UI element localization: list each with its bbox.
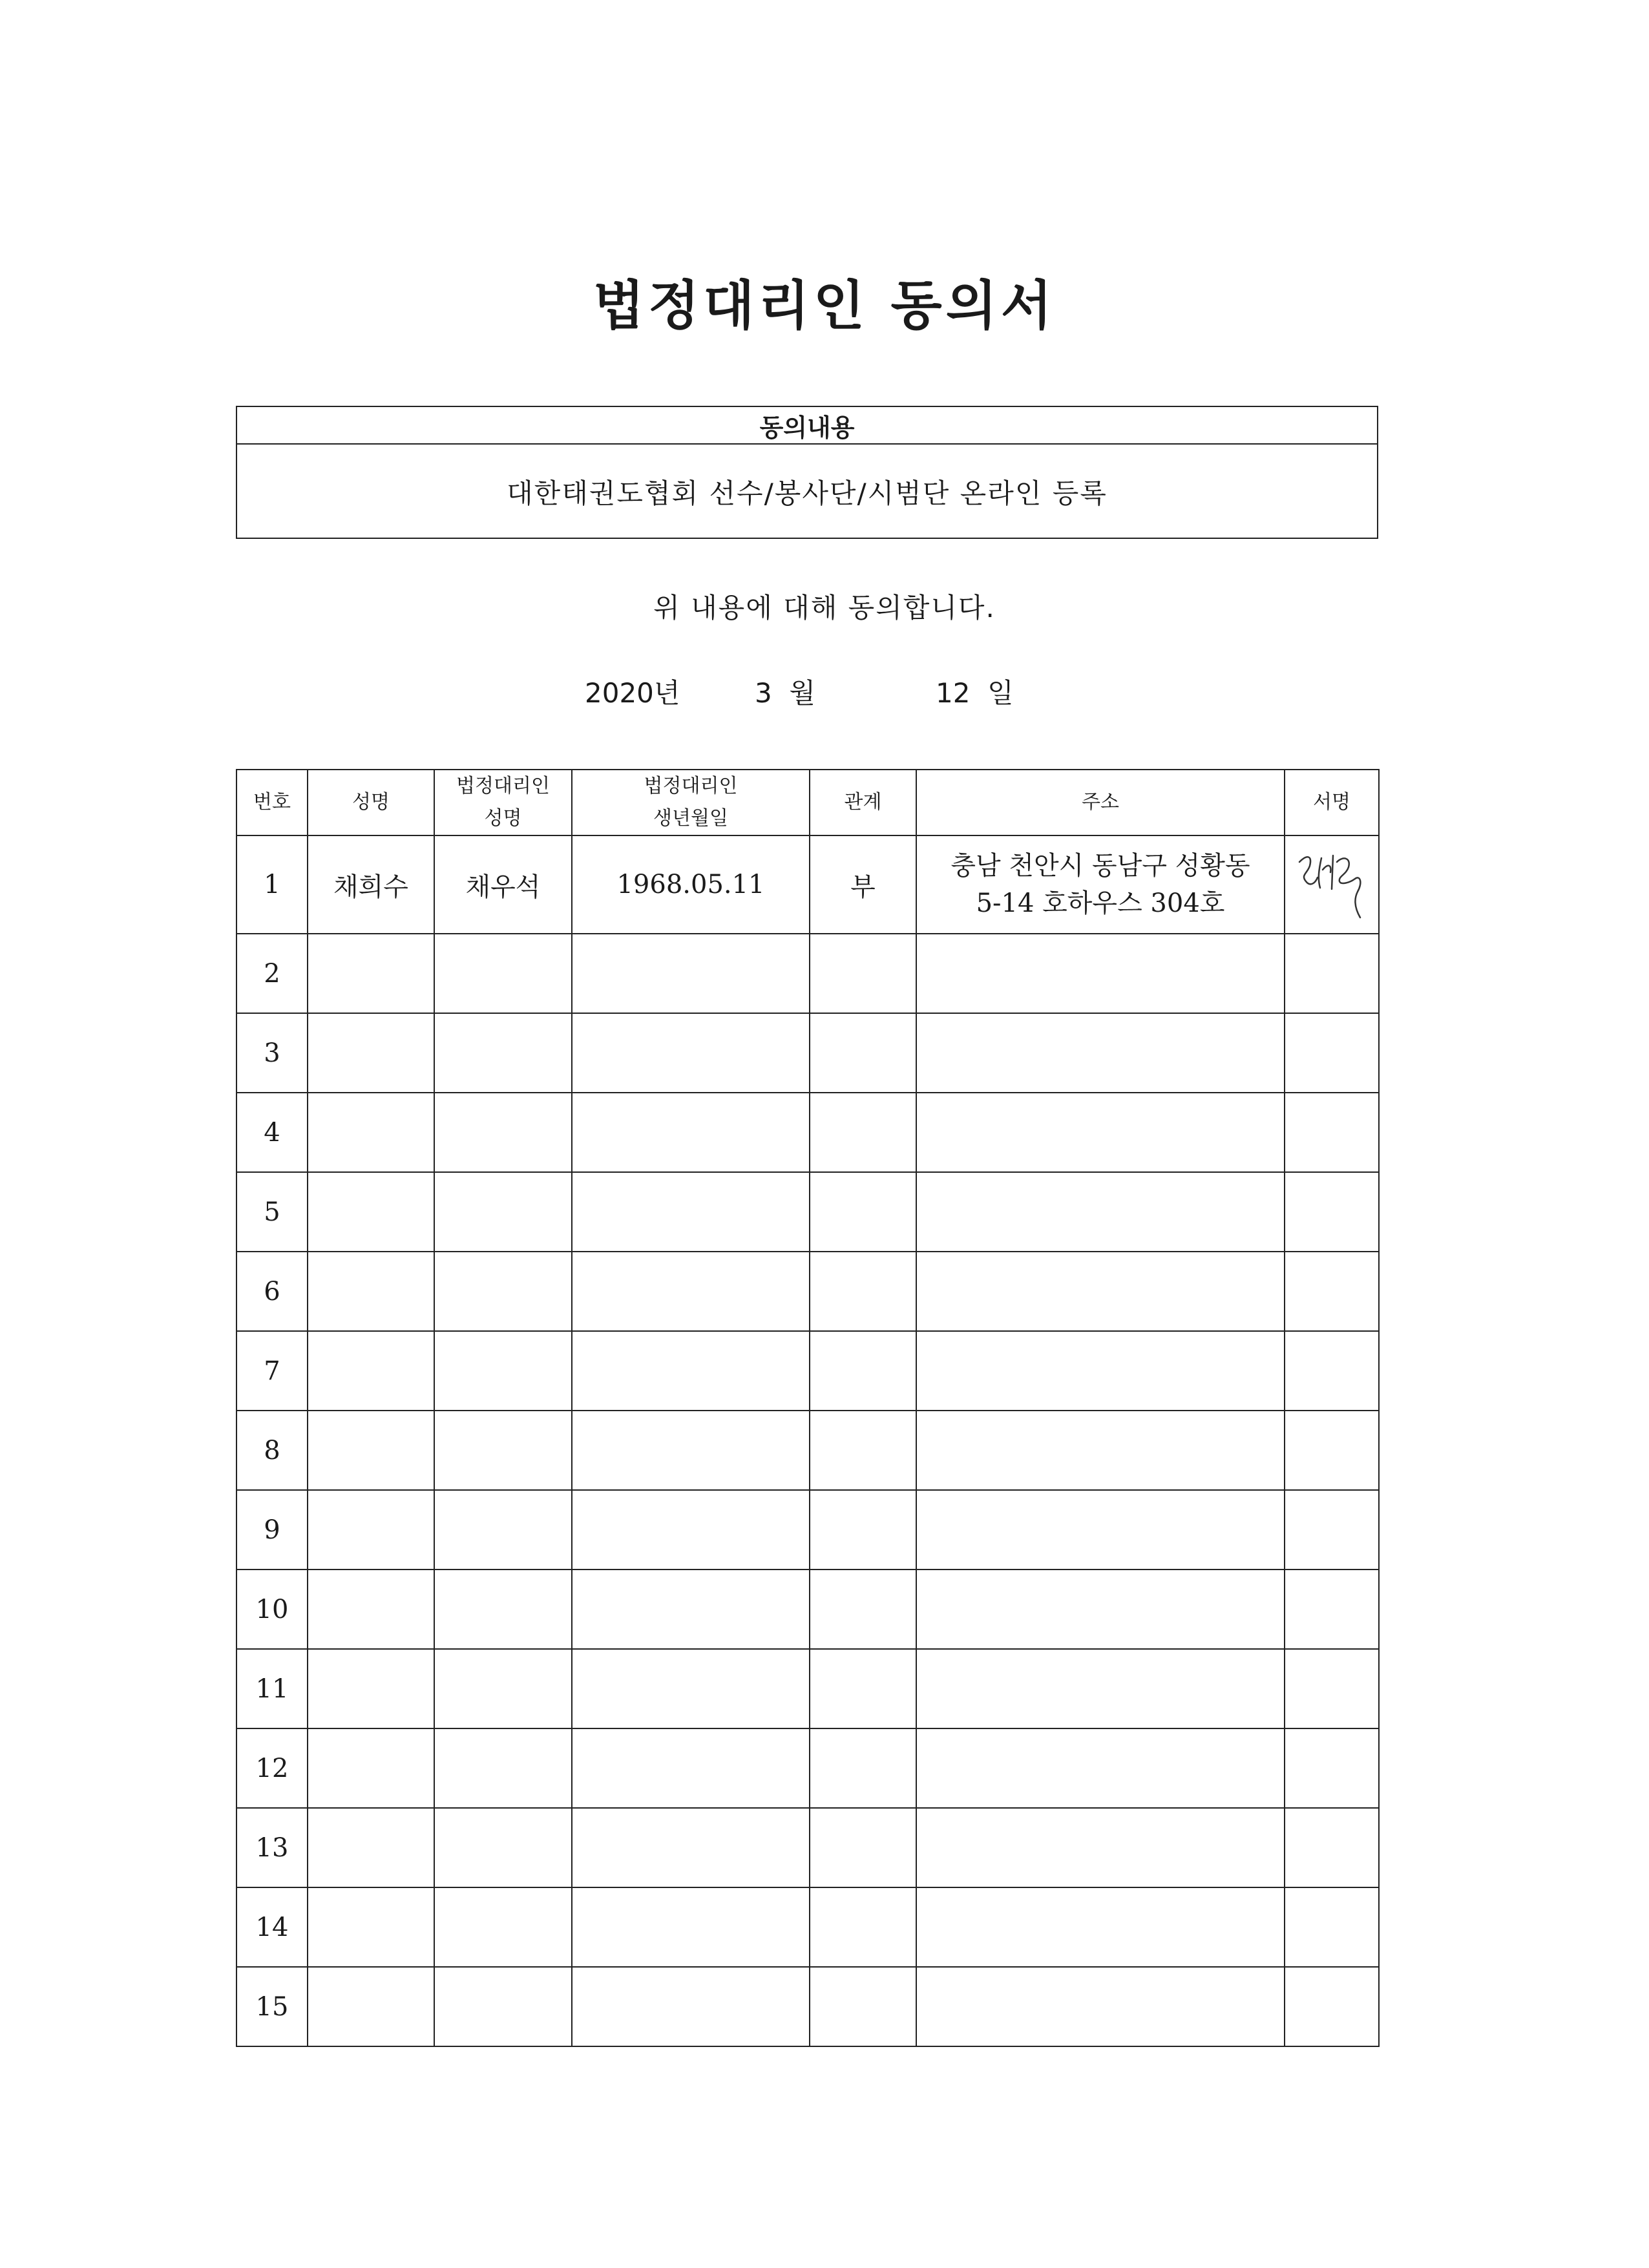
- cell-relation: [810, 1331, 916, 1411]
- cell-address: [916, 1252, 1285, 1331]
- cell-guardian-name: [434, 1331, 572, 1411]
- cell-address: [916, 1331, 1285, 1411]
- table-row: [236, 1887, 1379, 1967]
- cell-address: [916, 1887, 1285, 1967]
- cell-guardian-name: [434, 1570, 572, 1649]
- table-row: [236, 1411, 1379, 1490]
- cell-guardian-name: 채우석: [434, 835, 572, 934]
- cell-name: [308, 1093, 434, 1172]
- table-row: [236, 1331, 1379, 1411]
- cell-signature: [1285, 1967, 1379, 2046]
- cell-guardian-birth: [572, 1490, 810, 1570]
- cell-name: [308, 1887, 434, 1967]
- cell-no: 14: [236, 1887, 308, 1967]
- cell-signature: [1285, 1490, 1379, 1570]
- header-signature: 서명: [1285, 770, 1379, 835]
- cell-guardian-name: [434, 1649, 572, 1728]
- cell-no: 6: [236, 1252, 308, 1331]
- cell-signature: [1285, 1331, 1379, 1411]
- cell-guardian-name: [434, 1411, 572, 1490]
- cell-no: 12: [236, 1728, 308, 1808]
- cell-no: 13: [236, 1808, 308, 1887]
- cell-address: [916, 1172, 1285, 1252]
- cell-name: [308, 1728, 434, 1808]
- cell-name: [308, 1808, 434, 1887]
- address-line2: 5-14 호하우스 304호: [976, 888, 1225, 918]
- cell-address: [916, 1967, 1285, 2046]
- cell-name: [308, 1570, 434, 1649]
- cell-relation: [810, 1728, 916, 1808]
- consent-header: 동의내용: [237, 407, 1377, 445]
- table-row: [236, 835, 1379, 934]
- table-row: [236, 1967, 1379, 2046]
- cell-no: 9: [236, 1490, 308, 1570]
- cell-name: 채희수: [308, 835, 434, 934]
- cell-guardian-birth: [572, 1808, 810, 1887]
- page-title: 법정대리인 동의서: [593, 275, 1056, 337]
- cell-signature: [1285, 1808, 1379, 1887]
- cell-address: [916, 1093, 1285, 1172]
- table-row: [236, 1490, 1379, 1570]
- table-row: [236, 1013, 1379, 1093]
- cell-no: 4: [236, 1093, 308, 1172]
- date-month: 3 월: [755, 677, 815, 709]
- table-row: [236, 1728, 1379, 1808]
- cell-guardian-birth: [572, 934, 810, 1013]
- cell-no: 15: [236, 1967, 308, 2046]
- cell-name: [308, 1013, 434, 1093]
- cell-signature: [1285, 1172, 1379, 1252]
- cell-address: [916, 1490, 1285, 1570]
- cell-guardian-birth: [572, 1252, 810, 1331]
- handwritten-signature: [1293, 836, 1371, 927]
- table-row: [236, 1808, 1379, 1887]
- header-guardian-name-line2: 성명: [484, 807, 522, 830]
- cell-relation: [810, 1649, 916, 1728]
- header-guardian-name: [434, 770, 572, 835]
- cell-signature: [1285, 1649, 1379, 1728]
- cell-signature: [1285, 1252, 1379, 1331]
- cell-guardian-name: [434, 1490, 572, 1570]
- cell-no: 10: [236, 1570, 308, 1649]
- cell-address: [916, 934, 1285, 1013]
- cell-guardian-birth: [572, 1093, 810, 1172]
- cell-guardian-name: [434, 1887, 572, 1967]
- cell-relation: 부: [810, 835, 916, 934]
- header-guardian-birth-line2: 생년월일: [653, 807, 728, 830]
- header-guardian-birth-line1: 법정대리인: [644, 775, 738, 797]
- cell-no: 1: [236, 835, 308, 934]
- cell-relation: [810, 1887, 916, 1967]
- cell-name: [308, 934, 434, 1013]
- header-guardian-name-line1: 법정대리인: [456, 775, 550, 797]
- header-name: 성명: [308, 770, 434, 835]
- cell-guardian-name: [434, 1013, 572, 1093]
- cell-relation: [810, 1411, 916, 1490]
- table-header-row: [236, 770, 1379, 835]
- cell-relation: [810, 1808, 916, 1887]
- cell-signature: [1285, 1093, 1379, 1172]
- cell-guardian-birth: [572, 1013, 810, 1093]
- table-row: [236, 1172, 1379, 1252]
- cell-relation: [810, 1013, 916, 1093]
- cell-relation: [810, 1093, 916, 1172]
- cell-signature: [1285, 1887, 1379, 1967]
- header-guardian-birth: [572, 770, 810, 835]
- cell-address: [916, 1411, 1285, 1490]
- table-row: [236, 934, 1379, 1013]
- cell-no: 3: [236, 1013, 308, 1093]
- consent-box: [236, 406, 1378, 539]
- cell-no: 5: [236, 1172, 308, 1252]
- cell-name: [308, 1411, 434, 1490]
- cell-name: [308, 1649, 434, 1728]
- cell-guardian-birth: [572, 1570, 810, 1649]
- header-relation: 관계: [810, 770, 916, 835]
- cell-signature: [1285, 835, 1379, 934]
- cell-guardian-birth: [572, 1728, 810, 1808]
- cell-guardian-birth: [572, 1649, 810, 1728]
- cell-no: 2: [236, 934, 308, 1013]
- cell-signature: [1285, 1411, 1379, 1490]
- cell-address: [916, 1649, 1285, 1728]
- cell-address: [916, 1570, 1285, 1649]
- cell-name: [308, 1967, 434, 2046]
- cell-name: [308, 1331, 434, 1411]
- cell-relation: [810, 1252, 916, 1331]
- cell-guardian-name: [434, 1808, 572, 1887]
- cell-relation: [810, 934, 916, 1013]
- cell-address: [916, 1808, 1285, 1887]
- table-row: [236, 1252, 1379, 1331]
- cell-signature: [1285, 934, 1379, 1013]
- cell-guardian-birth: [572, 1331, 810, 1411]
- cell-relation: [810, 1172, 916, 1252]
- cell-no: 7: [236, 1331, 308, 1411]
- cell-address: [916, 1728, 1285, 1808]
- cell-guardian-birth: [572, 1967, 810, 2046]
- cell-no: 11: [236, 1649, 308, 1728]
- address-line1: 충남 천안시 동남구 성황동: [951, 851, 1250, 881]
- roster-table: [236, 769, 1380, 2047]
- cell-guardian-name: [434, 1093, 572, 1172]
- cell-relation: [810, 1967, 916, 2046]
- cell-guardian-name: [434, 1172, 572, 1252]
- cell-signature: [1285, 1570, 1379, 1649]
- header-no: 번호: [236, 770, 308, 835]
- date-day: 12 일: [936, 677, 1014, 709]
- cell-name: [308, 1252, 434, 1331]
- table-row: [236, 1093, 1379, 1172]
- cell-address: [916, 1013, 1285, 1093]
- cell-address: [916, 835, 1285, 934]
- date-year: 2020년: [585, 677, 680, 709]
- cell-guardian-birth: [572, 1887, 810, 1967]
- cell-relation: [810, 1570, 916, 1649]
- cell-no: 8: [236, 1411, 308, 1490]
- agreement-statement: 위 내용에 대해 동의합니다.: [653, 592, 996, 624]
- cell-guardian-name: [434, 1728, 572, 1808]
- cell-signature: [1285, 1013, 1379, 1093]
- cell-name: [308, 1172, 434, 1252]
- cell-name: [308, 1490, 434, 1570]
- consent-content: 대한태권도협회 선수/봉사단/시범단 온라인 등록: [507, 478, 1108, 509]
- cell-guardian-name: [434, 1967, 572, 2046]
- cell-guardian-birth: [572, 1172, 810, 1252]
- cell-guardian-name: [434, 1252, 572, 1331]
- cell-signature: [1285, 1728, 1379, 1808]
- header-address: 주소: [916, 770, 1285, 835]
- table-row: [236, 1570, 1379, 1649]
- cell-guardian-name: [434, 934, 572, 1013]
- table-row: [236, 1649, 1379, 1728]
- cell-relation: [810, 1490, 916, 1570]
- cell-guardian-birth: 1968.05.11: [572, 835, 810, 934]
- cell-guardian-birth: [572, 1411, 810, 1490]
